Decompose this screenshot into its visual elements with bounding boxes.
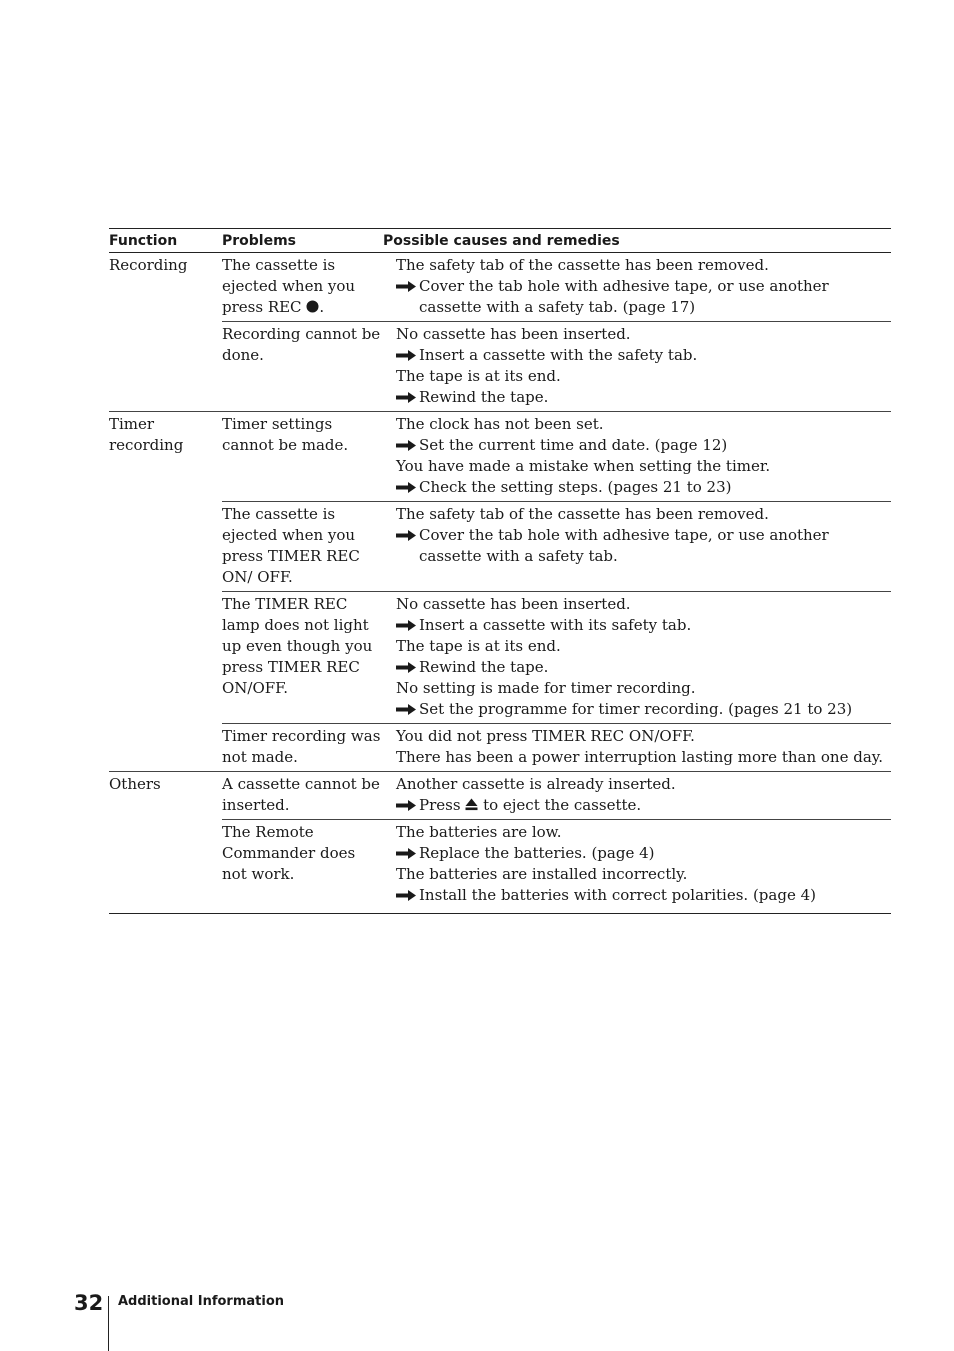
remedy-line (396, 615, 891, 636)
function-label: Recording (109, 256, 188, 274)
table-row (109, 502, 891, 592)
table-row (109, 322, 891, 412)
problem-text: The Remote Commander does not work. (222, 823, 356, 883)
remedy-text: Cover the tab hole with adhesive tape, or use another cassette with a safety tab. (419, 526, 829, 565)
cause-text: The batteries are installed incorrectly. (396, 865, 688, 883)
cause-text: Another cassette is already inserted. (396, 775, 676, 793)
remedy-line (396, 477, 891, 498)
remedy-text: Cover the tab hole with adhesive tape, or use another cassette with a safety tab. (page 17) (419, 277, 829, 316)
causes-cell (383, 772, 891, 820)
function-cell (109, 502, 222, 592)
cause-text: No cassette has been inserted. (396, 595, 631, 613)
footer-divider (108, 1296, 109, 1351)
remedy-line (396, 657, 891, 678)
arrow-right-icon (396, 350, 416, 361)
problem-cell (222, 820, 383, 910)
problem-text: The cassette is ejected when you press TIMER REC ON/ OFF. (222, 505, 360, 586)
remedy-text: Install the batteries with correct polarities. (page 4) (419, 886, 816, 904)
troubleshooting-table (109, 228, 891, 909)
remedy-line (396, 345, 891, 366)
table-bottom-rule (109, 913, 891, 914)
cause-text: No cassette has been inserted. (396, 325, 631, 343)
cause-line (396, 726, 891, 747)
footer-section-name: Additional Information (118, 1294, 285, 1309)
problem-text: The TIMER REC lamp does not light up even though you press TIMER REC ON/OFF. (222, 595, 373, 697)
arrow-right-icon (396, 800, 416, 811)
cause-text: The safety tab of the cassette has been removed. (396, 256, 769, 274)
problem-text: The cassette is ejected when you press REC (222, 256, 356, 316)
causes-cell (383, 253, 891, 322)
table-header-row (109, 229, 891, 253)
arrow-right-icon (396, 704, 416, 715)
remedy-text: Insert a cassette with the safety tab. (419, 346, 698, 364)
problem-cell (222, 322, 383, 412)
record-dot-icon (306, 300, 319, 313)
arrow-right-icon (396, 662, 416, 673)
remedy-line (396, 885, 891, 906)
function-label: Others (109, 775, 161, 793)
table-row (109, 592, 891, 724)
problem-cell (222, 412, 383, 502)
cause-text: The tape is at its end. (396, 367, 561, 385)
arrow-right-icon (396, 530, 416, 541)
problem-text: Timer recording was not made. (222, 727, 381, 766)
header-function: Function (109, 229, 222, 253)
page-number: 32 (74, 1291, 104, 1315)
problem-text-suffix: . (319, 298, 325, 316)
cause-text: The safety tab of the cassette has been removed. (396, 505, 769, 523)
remedy-line (396, 843, 891, 864)
causes-cell (383, 592, 891, 724)
cause-line (396, 864, 891, 885)
header-problems: Problems (222, 229, 383, 253)
problem-cell (222, 253, 383, 322)
cause-line (396, 594, 891, 615)
function-cell (109, 724, 222, 772)
cause-line (396, 747, 891, 768)
cause-line (396, 678, 891, 699)
causes-cell (383, 820, 891, 910)
cause-text: You did not press TIMER REC ON/OFF. (396, 727, 695, 745)
arrow-right-icon (396, 890, 416, 901)
cause-line (396, 366, 891, 387)
remedy-line (396, 435, 891, 456)
cause-line (396, 504, 891, 525)
function-cell (109, 772, 222, 820)
table-row (109, 412, 891, 502)
table-row (109, 820, 891, 910)
table-row (109, 253, 891, 322)
function-cell (109, 253, 222, 322)
arrow-right-icon (396, 620, 416, 631)
remedy-text: Replace the batteries. (page 4) (419, 844, 655, 862)
problem-text: Recording cannot be done. (222, 325, 381, 364)
remedy-text-suffix: to eject the cassette. (478, 796, 642, 814)
remedy-text: Insert a cassette with its safety tab. (419, 616, 692, 634)
problem-cell (222, 772, 383, 820)
function-cell (109, 322, 222, 412)
eject-icon (465, 798, 478, 811)
cause-text: No setting is made for timer recording. (396, 679, 696, 697)
remedy-text: Set the programme for timer recording. (pages 21 to 23) (419, 700, 853, 718)
problem-text: A cassette cannot be inserted. (222, 775, 380, 814)
function-label: Timer recording (109, 415, 184, 454)
cause-line (396, 456, 891, 477)
cause-line (396, 255, 891, 276)
cause-text: The tape is at its end. (396, 637, 561, 655)
problem-text: Timer settings cannot be made. (222, 415, 349, 454)
problem-cell (222, 724, 383, 772)
cause-line (396, 822, 891, 843)
remedy-text: Rewind the tape. (419, 388, 549, 406)
cause-line (396, 414, 891, 435)
arrow-right-icon (396, 392, 416, 403)
remedy-text: Press (419, 796, 466, 814)
causes-cell (383, 724, 891, 772)
remedy-text: Set the current time and date. (page 12) (419, 436, 728, 454)
cause-text: The clock has not been set. (396, 415, 604, 433)
causes-cell (383, 502, 891, 592)
cause-text: The batteries are low. (396, 823, 562, 841)
remedy-text: Rewind the tape. (419, 658, 549, 676)
table-row (109, 772, 891, 820)
header-causes: Possible causes and remedies (383, 229, 891, 253)
function-cell (109, 592, 222, 724)
cause-text: There has been a power interruption lasting more than one day. (396, 748, 884, 766)
table-row (109, 724, 891, 772)
causes-cell (383, 322, 891, 412)
cause-line (396, 636, 891, 657)
cause-line (396, 774, 891, 795)
table-body (109, 253, 891, 910)
problem-cell (222, 592, 383, 724)
arrow-right-icon (396, 281, 416, 292)
remedy-text: Check the setting steps. (pages 21 to 23) (419, 478, 732, 496)
function-cell (109, 820, 222, 910)
causes-cell (383, 412, 891, 502)
remedy-line (396, 525, 891, 567)
cause-text: You have made a mistake when setting the timer. (396, 457, 771, 475)
cause-line (396, 324, 891, 345)
remedy-line (396, 387, 891, 408)
arrow-right-icon (396, 848, 416, 859)
arrow-right-icon (396, 440, 416, 451)
arrow-right-icon (396, 482, 416, 493)
remedy-line (396, 276, 891, 318)
function-cell (109, 412, 222, 502)
remedy-line (396, 699, 891, 720)
problem-cell (222, 502, 383, 592)
remedy-line (396, 795, 891, 816)
